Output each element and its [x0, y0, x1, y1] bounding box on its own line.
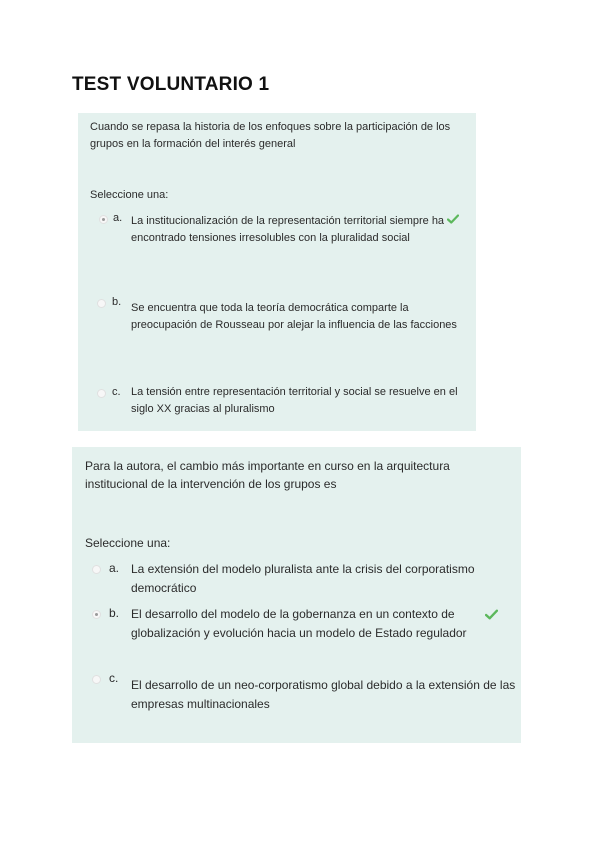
option-text: La institucionalización de la representación territorial siempre ha encontrado tensiones irresolubles con la pluralidad social	[131, 215, 445, 245]
answer-option-b[interactable]	[72, 604, 521, 642]
select-prompt: Seleccione una:	[85, 536, 171, 550]
option-text: La tensión entre representación territorial y social se resuelve en el siglo XX gracias al pluralismo	[131, 386, 458, 416]
select-prompt: Seleccione una:	[90, 189, 169, 201]
option-text: Se encuentra que toda la teoría democrática comparte la preocupación de Rousseau por alejar la influencia de las facciones	[131, 302, 457, 332]
option-text: El desarrollo del modelo de la gobernanza en un contexto de globalización y evolución hacia un modelo de Estado regulador	[131, 607, 467, 640]
check-icon	[447, 211, 459, 229]
page-title: TEST VOLUNTARIO 1	[72, 74, 270, 95]
answer-radio[interactable]	[97, 299, 106, 308]
answer-option-a[interactable]	[78, 209, 476, 259]
option-letter: c.	[112, 386, 121, 398]
option-text: La extensión del modelo pluralista ante la crisis del corporatismo democrático	[131, 562, 475, 595]
answer-radio[interactable]	[97, 389, 106, 398]
option-text: El desarrollo de un neo-corporatismo global debido a la extensión de las empresas multinacionales	[131, 678, 516, 711]
option-letter: a.	[113, 212, 123, 224]
answer-option-b[interactable]	[78, 295, 476, 345]
option-letter: b.	[112, 296, 122, 308]
answer-radio[interactable]	[92, 565, 101, 574]
question-card-1	[78, 113, 476, 431]
answer-radio[interactable]	[92, 610, 101, 619]
option-letter: b.	[109, 606, 120, 620]
option-letter: a.	[109, 561, 120, 575]
answer-radio[interactable]	[92, 675, 101, 684]
answer-radio[interactable]	[99, 215, 108, 224]
check-icon	[485, 607, 498, 625]
option-letter: c.	[109, 671, 119, 685]
answer-option-a[interactable]	[72, 559, 521, 597]
answer-option-c[interactable]	[78, 381, 476, 431]
question-card-2	[72, 447, 521, 743]
answer-option-c[interactable]	[72, 669, 521, 715]
question-text: Para la autora, el cambio más importante en curso en la arquitectura institucional de la intervención de los grupos es	[85, 459, 450, 491]
question-text: Cuando se repasa la historia de los enfoques sobre la participación de los grupos en la formación del interés general	[90, 121, 451, 150]
